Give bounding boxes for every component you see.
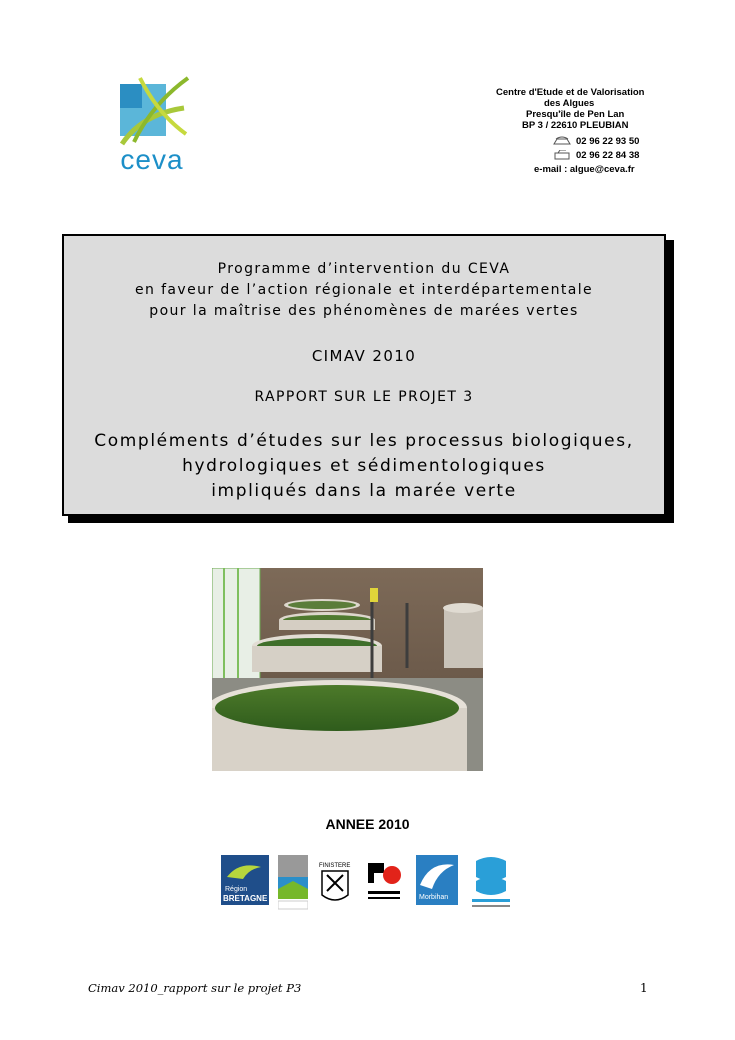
agence-de-leau-logo (468, 855, 514, 913)
region-label: Région (225, 886, 248, 893)
title-box (62, 234, 666, 516)
contact-fax: 02 96 22 84 38 (576, 150, 640, 161)
sponsor-logos (218, 855, 518, 915)
contact-org: Centre d'Etude et de Valorisation (496, 87, 645, 98)
contact-org-2: des Algues (544, 98, 595, 109)
title-line-2: en faveur de l’action régionale et interdépartementale (134, 282, 594, 298)
title-subject-3: impliqués dans la marée verte (211, 481, 517, 501)
ille-et-vilaine-logo (364, 855, 404, 905)
title-cimav: CIMAV 2010 (311, 347, 417, 365)
conseil-general-cotes-darmor-logo (278, 855, 308, 913)
page-number: 1 (640, 981, 648, 995)
ceva-logo (112, 74, 192, 174)
contact-email: e-mail : algue@ceva.fr (534, 164, 635, 175)
fax-icon (552, 150, 572, 160)
morbihan-logo (416, 855, 458, 905)
contact-fax-row (552, 150, 639, 162)
contact-address: Presqu'île de Pen Lan (526, 109, 625, 120)
contact-phone-row (552, 136, 639, 148)
finistere-logo (318, 855, 352, 913)
ceva-logo-text: ceva (120, 144, 184, 175)
title-subject-2: hydrologiques et sédimentologiques (182, 456, 546, 476)
ceva-emblem-icon (112, 74, 192, 146)
report-year: ANNEE 2010 (325, 816, 410, 832)
morbihan-label: Morbihan (419, 894, 449, 901)
footer-text: Cimav 2010_rapport sur le projet P3 (88, 981, 302, 995)
title-line-1: Programme d’intervention du CEVA (217, 261, 511, 277)
contact-postal: BP 3 / 22610 PLEUBIAN (522, 120, 629, 131)
title-line-3: pour la maîtrise des phénomènes de marées vertes (149, 303, 579, 319)
bretagne-label: BRETAGNE (223, 894, 268, 903)
contact-phone: 02 96 22 93 50 (576, 136, 640, 147)
telephone-icon (552, 136, 572, 146)
title-subject-1: Compléments d’études sur les processus biologiques, (94, 431, 634, 451)
finistere-label: FINISTERE (319, 863, 351, 869)
title-rapport: RAPPORT SUR LE PROJET 3 (254, 389, 474, 405)
region-bretagne-logo (221, 855, 269, 905)
algae-tanks-photo (212, 568, 483, 771)
